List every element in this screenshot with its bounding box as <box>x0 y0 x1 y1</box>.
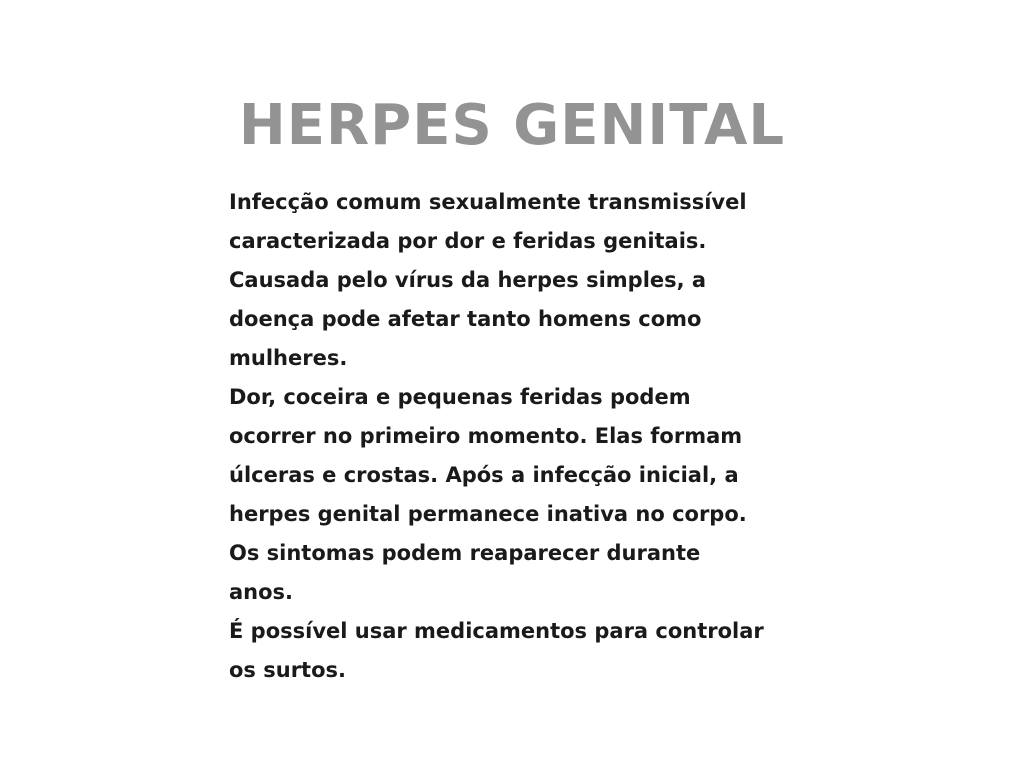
text-line: anos. <box>229 580 294 604</box>
text-line: mulheres. <box>229 346 348 370</box>
slide-title: HERPES GENITAL <box>238 92 786 158</box>
text-line: caracterizada por dor e feridas genitais. <box>229 229 707 253</box>
text-line: ocorrer no primeiro momento. Elas formam <box>229 424 743 448</box>
paragraph-definition <box>229 183 809 378</box>
text-line: herpes genital permanece inativa no corpo. <box>229 502 747 526</box>
text-line: Dor, coceira e pequenas feridas podem <box>229 385 691 409</box>
text-line: doença pode afetar tanto homens como <box>229 307 702 331</box>
text-line: Os sintomas podem reaparecer durante <box>229 541 701 565</box>
text-line: É possível usar medicamentos para controlar <box>229 619 764 643</box>
text-line: Causada pelo vírus da herpes simples, a <box>229 268 707 292</box>
paragraph-treatment <box>229 612 809 690</box>
slide-body <box>229 183 809 690</box>
text-line: os surtos. <box>229 658 346 682</box>
text-line: úlceras e crostas. Após a infecção inicial, a <box>229 463 739 487</box>
text-line: Infecção comum sexualmente transmissível <box>229 190 747 214</box>
paragraph-symptoms <box>229 378 809 612</box>
